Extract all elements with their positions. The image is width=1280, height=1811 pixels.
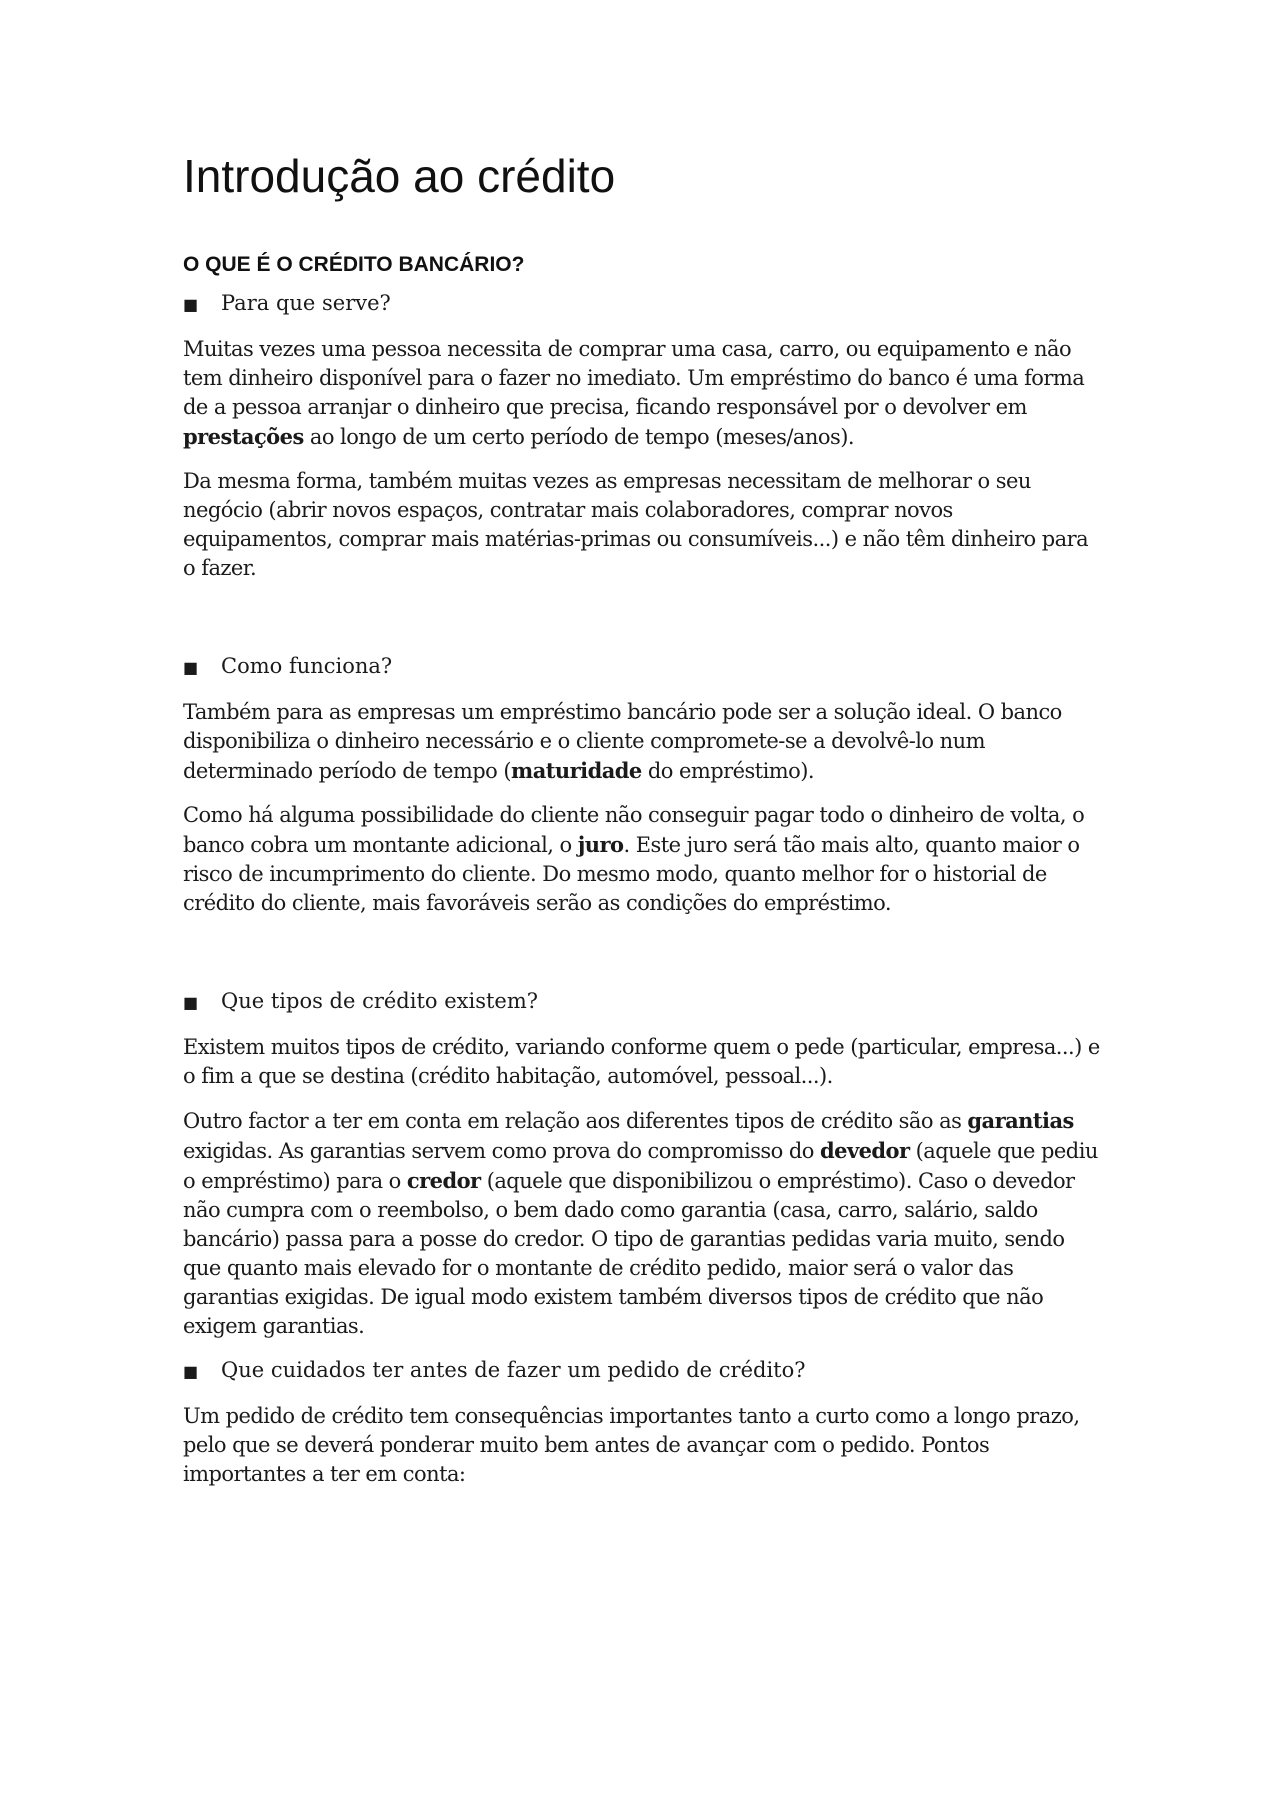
bullet-question-text: Que tipos de crédito existem? (221, 988, 539, 1013)
bullet-square-icon: ■ (183, 1361, 199, 1381)
text-run: Da mesma forma, também muitas vezes as empresas necessitam de melhorar o seu negócio (abrir novos espaços, contratar mais colaboradores, comprar novos equipamentos, comprar mais matérias-primas ou consumíveis...) e não têm dinheiro para o fazer. (183, 468, 1089, 580)
content-blocks (183, 289, 1103, 1489)
bold-term: juro (577, 831, 624, 857)
text-run: do empréstimo). (641, 758, 814, 783)
bullet-square-icon: ■ (183, 294, 199, 314)
bold-term: devedor (820, 1137, 910, 1163)
paragraph (183, 1033, 1103, 1091)
paragraph (183, 801, 1103, 918)
paragraph (183, 467, 1103, 583)
bullet-square-icon: ■ (183, 992, 199, 1012)
text-run: . Este juro será tão mais alto, quanto maior o risco de incumprimento do cliente. Do mesmo modo, quanto melhor for o historial de crédito do cliente, mais favoráveis serão as condições do empréstimo. (183, 832, 1080, 915)
text-run: Muitas vezes uma pessoa necessita de comprar uma casa, carro, ou equipamento e não tem dinheiro disponível para o fazer no imediato. Um empréstimo do banco é uma forma de a pessoa arranjar o dinheiro que precisa, ficando responsável por o devolver em (183, 336, 1085, 419)
bullet-question (183, 289, 1103, 319)
paragraph (183, 698, 1103, 786)
bullet-question-text: Que cuidados ter antes de fazer um pedido de crédito? (221, 1357, 806, 1382)
bullet-question-text: Como funciona? (221, 653, 393, 678)
text-run: Existem muitos tipos de crédito, variando conforme quem o pede (particular, empresa...) e o fim a que se destina (crédito habitação, automóvel, pessoal...). (183, 1034, 1100, 1088)
bullet-question-text: Para que serve? (221, 290, 391, 315)
bold-term: prestações (183, 423, 304, 449)
bullet-question (183, 1356, 1103, 1386)
paragraph (183, 1106, 1103, 1341)
bold-term: maturidade (511, 757, 642, 783)
text-run: Um pedido de crédito tem consequências importantes tanto a curto como a longo prazo, pelo que se deverá ponderar muito bem antes de avançar com o pedido. Pontos importantes a ter em conta: (183, 1403, 1080, 1486)
text-run: Como há alguma possibilidade do cliente não conseguir pagar todo o dinheiro de volta, o banco cobra um montante adicional, o (183, 802, 1085, 857)
text-run: ao longo de um certo período de tempo (meses/anos). (303, 424, 854, 449)
text-run: (aquele que pediu o empréstimo) para o (183, 1138, 1098, 1193)
text-run: (aquele que disponibilizou o empréstimo). Caso o devedor não cumpra com o reembolso, o bem dado como garantia (casa, carro, salário, saldo bancário) passa para a posse do credor. O tipo de garantias pedidas varia muito, sendo que quanto mais elevado for o montante de crédito pedido, maior será o valor das garantias exigidas. De igual modo existem também diversos tipos de crédito que não exigem garantias. (183, 1168, 1075, 1338)
section-spacer (183, 933, 1103, 987)
bullet-question (183, 652, 1103, 682)
section-heading: O QUE É O CRÉDITO BANCÁRIO? (183, 252, 525, 276)
document-page (183, 150, 1103, 1504)
section-spacer (183, 598, 1103, 652)
text-run: Outro factor a ter em conta em relação aos diferentes tipos de crédito são as (183, 1108, 968, 1133)
bullet-square-icon: ■ (183, 657, 199, 677)
bold-term: credor (406, 1167, 481, 1193)
text-run: Também para as empresas um empréstimo bancário pode ser a solução ideal. O banco disponibiliza o dinheiro necessário e o cliente compromete-se a devolvê-lo num determinado período de tempo ( (183, 699, 1062, 783)
paragraph (183, 1402, 1103, 1489)
text-run: exigidas. As garantias servem como prova do compromisso do (183, 1138, 820, 1163)
paragraph (183, 335, 1103, 452)
bullet-question (183, 987, 1103, 1017)
bold-term: garantias (967, 1107, 1074, 1133)
page-title: Introdução ao crédito (183, 150, 616, 202)
